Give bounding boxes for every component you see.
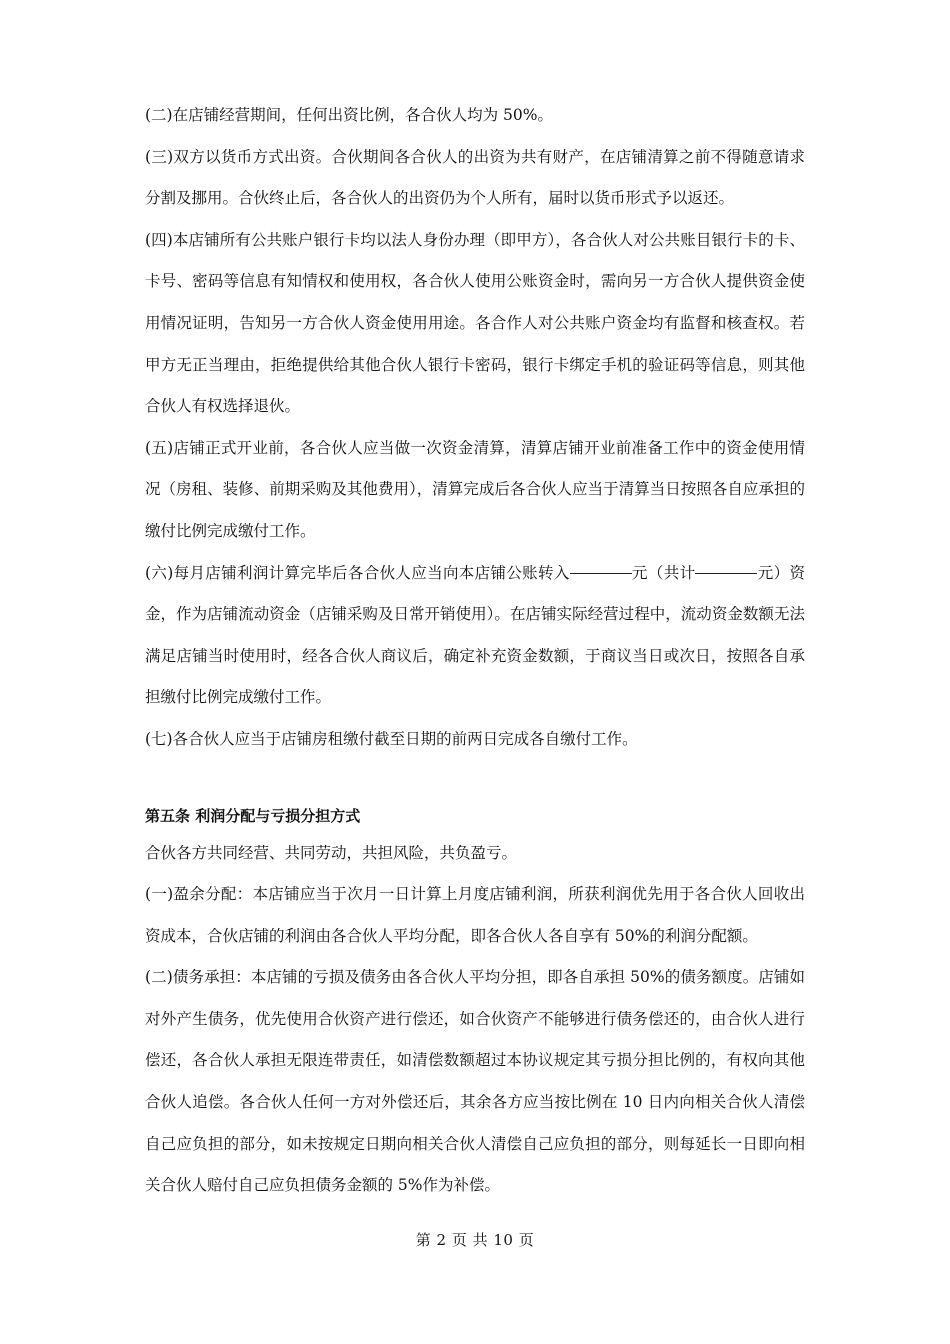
amount-blank-monthly	[570, 572, 632, 574]
clause-4-6-text-b: 元（共计	[631, 563, 696, 582]
clause-4-2: (二)在店铺经营期间，任何出资比例，各合伙人均为 50%。	[145, 106, 553, 124]
article-5	[145, 799, 805, 1207]
clause-4-7: (七)各合伙人应当于店铺房租缴付截至日期的前两日完成各自缴付工作。	[145, 729, 638, 748]
clause-5-2: (二)债务承担：本店铺的亏损及债务由各合伙人平均分担，即各自承担 50%的债务额度。店铺如对外产生债务，优先使用合伙资产进行偿还，如合伙资产不能够进行债务偿还的，由合伙人进行偿还，各合伙人承担无限连带责任，如清偿数额超过本协议规定其亏损分担比例的，有权向其他合伙人追偿。各合伙人任何一方对外偿还后，其余各方应当按比例在 10 日内向相关合伙人清偿自己应负担的部分，如未按规定日期向相关合伙人清偿自己应负担的部分，则每延长一日即向相关合伙人赔付自己应负担债务金额的 5%作为补偿。	[145, 968, 805, 1195]
section-spacer	[145, 761, 805, 799]
page-content	[145, 95, 805, 1207]
clause-4-6-text-c: 元）资金，作为店铺流动资金（店铺采购及日常开销使用）。在店铺实际经营过程中，流动资金数额无法满足店铺当时使用时，经各合伙人商议后，确定补充资金数额，于商议当日或次日，按照各自承担缴付比例完成缴付工作。	[145, 563, 805, 707]
article-5-intro: 合伙各方共同经营、共同劳动，共担风险，共负盈亏。	[145, 843, 518, 862]
article-5-heading: 第五条 利润分配与亏损分担方式	[145, 806, 361, 825]
amount-blank-total	[695, 572, 757, 574]
clause-4-5: (五)店铺正式开业前，各合伙人应当做一次资金清算，清算店铺开业前准备工作中的资金使用情况（房租、装修、前期采购及其他费用），清算完成后各合伙人应当于清算当日按照各自应承担的缴付比例完成缴付工作。	[145, 438, 805, 540]
clause-4-6-text-a: (六)每月店铺利润计算完毕后各合伙人应当向本店铺公账转入	[145, 563, 570, 582]
page-number-footer: 第 2 页 共 10 页	[415, 1231, 535, 1249]
clause-4-3: (三)双方以货币方式出资。合伙期间各合伙人的出资为共有财产，在店铺清算之前不得随意请求分割及挪用。合伙终止后，各合伙人的出资仍为个人所有，届时以货币形式予以返还。	[145, 147, 805, 208]
article-4-continued	[145, 95, 805, 761]
clause-5-1: (一)盈余分配：本店铺应当于次月一日计算上月度店铺利润，所获利润优先用于各合伙人回收出资成本，合伙店铺的利润由各合伙人平均分配，即各合伙人各自享有 50%的利润分配额。	[145, 885, 805, 945]
clause-4-6	[145, 553, 805, 719]
clause-4-4: (四)本店铺所有公共账户银行卡均以法人身份办理（即甲方），各合伙人对公共账目银行卡的卡、卡号、密码等信息有知情权和使用权，各合伙人使用公账资金时，需向另一方合伙人提供资金使用情况证明，告知另一方合伙人资金使用用途。各合作人对公共账户资金均有监督和核查权。若甲方无正当理由，拒绝提供给其他合伙人银行卡密码，银行卡绑定手机的验证码等信息，则其他合伙人有权选择退伙。	[145, 230, 805, 416]
